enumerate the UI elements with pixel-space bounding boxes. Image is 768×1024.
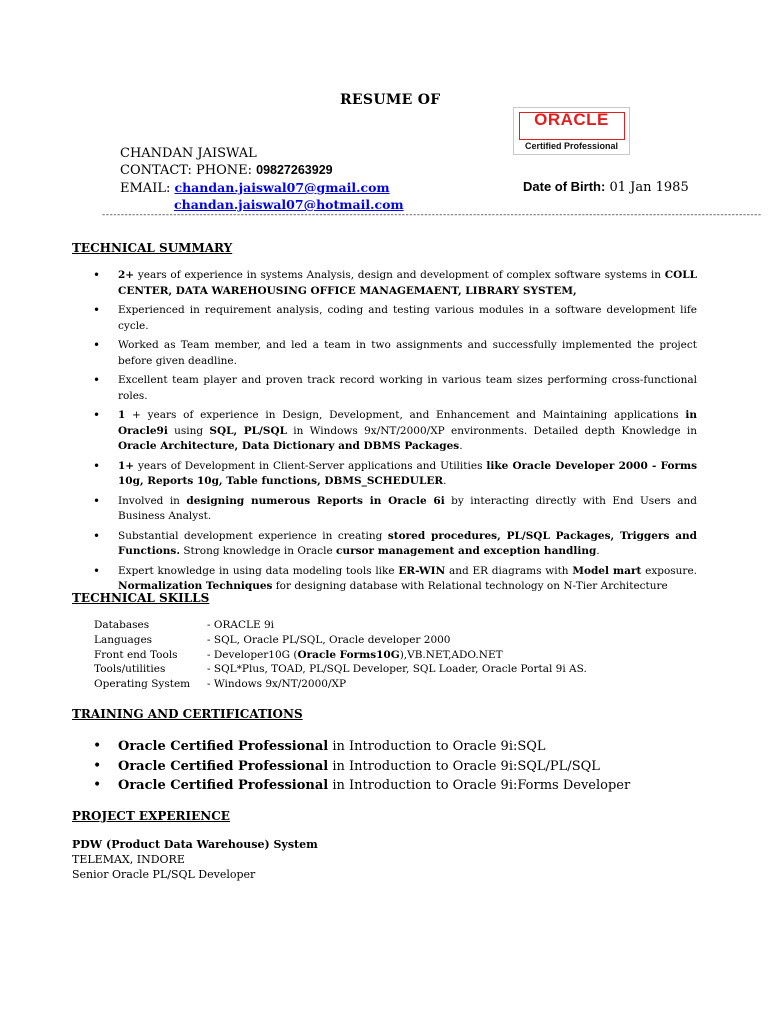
training-heading: TRAINING AND CERTIFICATIONS — [72, 707, 303, 721]
text-segment: - SQL*Plus, TOAD, PL/SQL Developer, SQL Loader, Oracle Portal 9i AS. — [207, 663, 587, 676]
bold-text-segment: Oracle Certified Professional — [118, 739, 329, 754]
skill-value — [207, 618, 587, 633]
summary-item — [90, 459, 697, 490]
summary-item — [90, 494, 697, 525]
skill-value — [207, 677, 587, 692]
skill-value — [207, 648, 587, 663]
skill-value — [207, 633, 587, 648]
summary-item — [90, 268, 697, 299]
project-experience-heading: PROJECT EXPERIENCE — [72, 809, 230, 823]
text-segment: Excellent team player and proven track record working in various team sizes performing cross-functional roles. — [118, 374, 697, 402]
certification-item — [90, 737, 630, 757]
summary-item — [90, 373, 697, 404]
bold-text-segment: Model mart — [572, 564, 642, 577]
technical-skills-heading: TECHNICAL SKILLS — [72, 591, 210, 605]
technical-skills-table — [94, 618, 587, 692]
bold-text-segment: 1 — [118, 409, 126, 421]
summary-item — [90, 338, 697, 369]
email-link-hotmail[interactable]: chandan.jaiswal07@hotmail.com — [174, 197, 404, 212]
summary-item — [90, 564, 697, 595]
skill-category: Front end Tools — [94, 648, 178, 661]
text-segment: . — [596, 545, 600, 557]
certification-item — [90, 776, 630, 796]
text-segment: in Windows 9x/NT/2000/XP environments. Detailed depth Knowledge in — [286, 424, 698, 437]
text-segment: in Introduction to Oracle 9i:SQL/PL/SQL — [328, 758, 600, 774]
oracle-logo-subtitle: Certified Professional — [524, 141, 619, 151]
candidate-name: CHANDAN JAISWAL — [120, 146, 257, 161]
text-segment: - Developer10G ( — [207, 648, 298, 661]
date-of-birth — [523, 179, 689, 195]
skill-row — [94, 618, 587, 633]
text-segment: in Introduction to Oracle 9i:Forms Developer — [328, 778, 631, 793]
text-segment: in Introduction to Oracle 9i:SQL — [328, 739, 546, 754]
text-segment: years of experience in systems Analysis, design and development of complex software systems in — [134, 269, 665, 281]
text-segment: Worked as Team member, and led a team in two assignments and successfully implemented the project before given deadline. — [118, 339, 697, 367]
text-segment: Substantial development experience in creating — [118, 529, 388, 542]
bold-text-segment: Oracle Forms10G — [297, 648, 400, 661]
summary-item — [90, 529, 697, 560]
skill-category: Databases — [94, 619, 150, 631]
skill-row — [94, 633, 587, 648]
text-segment: - ORACLE 9i — [207, 619, 275, 631]
bold-text-segment: Oracle Certified Professional — [118, 758, 329, 774]
bold-text-segment: Oracle Architecture, Data Dictionary and DBMS Packages — [118, 440, 460, 452]
email-line — [120, 180, 390, 196]
certification-list — [90, 737, 630, 796]
bold-text-segment: cursor management and exception handling — [336, 545, 597, 557]
oracle-logo-word: ORACLE — [534, 110, 609, 129]
bold-text-segment: like Oracle Developer 2000 - Forms 10g, Reports 10g, Table functions, DBMS_SCHEDULER — [118, 459, 698, 487]
bold-text-segment: stored procedures, PL/SQL Packages, Triggers and Functions. — [118, 529, 697, 557]
bold-text-segment: ER-WIN — [398, 564, 446, 577]
text-segment: for designing database with Relational technology on N-Tier Architecture — [272, 580, 668, 592]
bold-text-segment: COLL CENTER, DATA WAREHOUSING OFFICE MANAGEMAENT, LIBRARY SYSTEM, — [118, 269, 697, 297]
skill-category: Languages — [94, 633, 153, 646]
text-segment: and ER diagrams with — [445, 564, 573, 577]
text-segment: using — [167, 424, 210, 437]
technical-summary-list — [90, 268, 697, 599]
text-segment: Experienced in requirement analysis, coding and testing various modules in a software development life cycle. — [118, 304, 697, 332]
project-title: PDW (Product Data Warehouse) System — [72, 838, 318, 851]
text-segment: Involved in — [118, 494, 187, 507]
email-label: EMAIL: — [120, 181, 171, 196]
text-segment: . — [459, 440, 463, 452]
summary-item — [90, 303, 697, 334]
email-link-gmail[interactable]: chandan.jaiswal07@gmail.com — [174, 180, 390, 195]
skill-value — [207, 662, 587, 677]
contact-line — [120, 163, 333, 178]
dob-value: 01 Jan 1985 — [609, 180, 689, 195]
bold-text-segment: Oracle Certified Professional — [118, 778, 329, 793]
bold-text-segment: designing numerous Reports in Oracle 6i — [186, 494, 445, 507]
header-divider: -------------------------------------------------------------------------------------------------------------------------------------------------------------------------------- — [102, 210, 762, 220]
text-segment: ),VB.NET,ADO.NET — [399, 648, 503, 661]
text-segment: Expert knowledge in using data modeling tools like — [118, 564, 399, 577]
bold-text-segment: 1+ — [118, 459, 135, 472]
oracle-certified-logo — [513, 107, 630, 155]
project-role: Senior Oracle PL/SQL Developer — [72, 868, 256, 881]
bold-text-segment: Normalization Techniques — [118, 580, 273, 592]
text-segment: years of Development in Client-Server applications and Utilities — [134, 459, 487, 472]
text-segment: Strong knowledge in Oracle — [179, 545, 337, 557]
skill-category: Operating System — [94, 678, 191, 691]
skill-row — [94, 677, 587, 692]
bold-text-segment: SQL, PL/SQL — [209, 424, 287, 437]
text-segment: by interacting directly with End Users and Business Analyst. — [118, 494, 697, 522]
dob-label: Date of Birth: — [523, 179, 606, 194]
summary-item — [90, 408, 697, 455]
text-segment: exposure. — [641, 564, 698, 577]
certification-item — [90, 757, 630, 777]
text-segment: + years of experience in Design, Development, and Enhancement and Maintaining applications — [125, 409, 686, 421]
bold-text-segment: in Oracle9i — [118, 409, 697, 437]
technical-summary-heading: TECHNICAL SUMMARY — [72, 241, 233, 255]
skill-row — [94, 662, 587, 677]
skill-row — [94, 648, 587, 663]
text-segment: - Windows 9x/NT/2000/XP — [207, 678, 347, 691]
bold-text-segment: 2+ — [118, 269, 135, 281]
skill-category: Tools/utilities — [94, 663, 166, 676]
phone-number: 09827263929 — [256, 163, 333, 177]
contact-label: CONTACT: PHONE: — [120, 163, 252, 178]
resume-title: RESUME OF — [340, 92, 441, 108]
project-company: TELEMAX, INDORE — [72, 853, 185, 866]
text-segment: . — [443, 475, 447, 487]
text-segment: - SQL, Oracle PL/SQL, Oracle developer 2000 — [207, 633, 451, 646]
